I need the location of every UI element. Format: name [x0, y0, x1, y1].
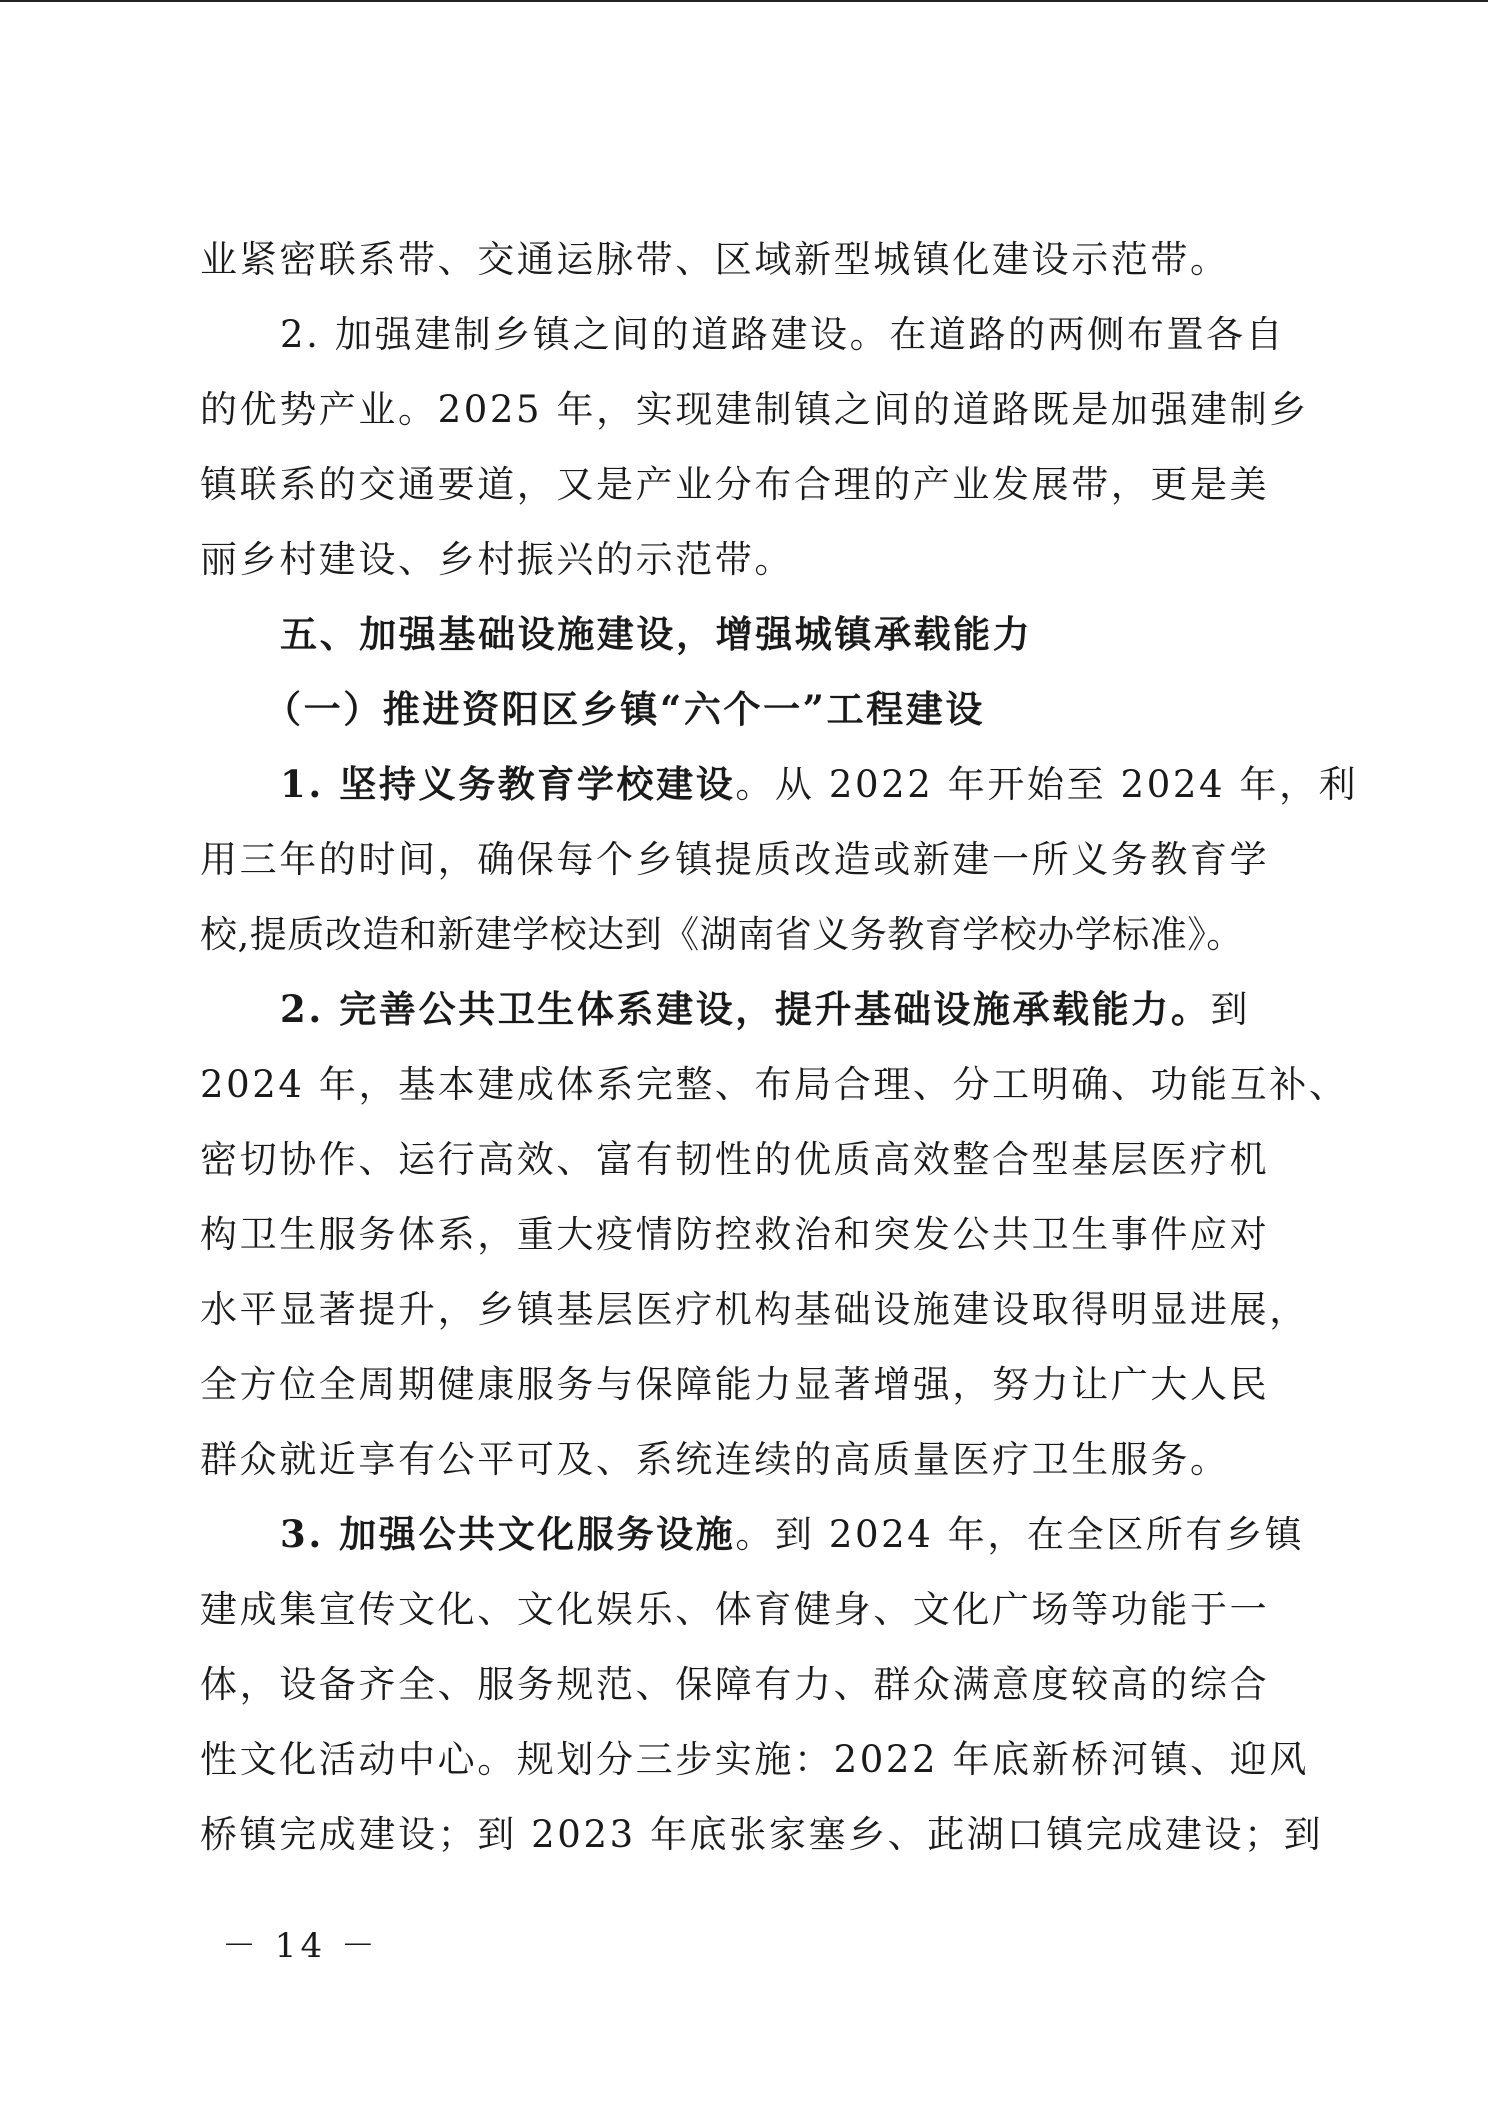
line-text: 桥镇完成建设；到 2023 年底张家塞乡、茈湖口镇完成建设；到: [200, 1813, 1324, 1856]
item-1-rest: 。从 2022 年开始至 2024 年，利: [735, 763, 1359, 806]
line-text: 全方位全周期健康服务与保障能力显著增强，努力让广大人民: [200, 1363, 1270, 1406]
section-heading: [200, 597, 1290, 672]
line-text: 水平显著提升，乡镇基层医疗机构基础设施建设取得明显进展，: [200, 1288, 1309, 1331]
line-text: 镇联系的交通要道，又是产业分布合理的产业发展带，更是美: [200, 463, 1270, 506]
line-text: 密切协作、运行高效、富有韧性的优质高效整合型基层医疗机: [200, 1138, 1270, 1181]
line-text: 校,提质改造和新建学校达到《湖南省义务教育学校办学标准》。: [200, 913, 1244, 956]
text-line: [200, 822, 1290, 897]
item-2-bold-title: 2. 完善公共卫生体系建设，提升基础设施承载能力。: [280, 987, 1211, 1031]
item-3-first-line: [200, 1497, 1305, 1572]
subsection-heading: [200, 672, 1290, 747]
item-3-bold-title: 3. 加强公共文化服务设施: [280, 1512, 736, 1556]
line-text: 丽乡村建设、乡村振兴的示范带。: [200, 538, 794, 581]
item-3-rest: 。到 2024 年，在全区所有乡镇: [735, 1513, 1305, 1556]
line-text: 群众就近享有公平可及、系统连续的高质量医疗卫生服务。: [200, 1438, 1230, 1481]
text-line: [200, 1347, 1290, 1422]
text-line: [200, 1047, 1349, 1122]
item-2-rest: 到: [1210, 988, 1251, 1031]
text-line: [200, 1722, 1309, 1797]
line-text: 2. 加强建制乡镇之间的道路建设。在道路的两侧布置各自: [280, 313, 1286, 356]
text-line: [200, 1422, 1290, 1497]
text-line: [200, 222, 1290, 297]
line-text: 2024 年，基本建成体系完整、布局合理、分工明确、功能互补、: [200, 1063, 1349, 1106]
text-line: [200, 447, 1290, 522]
line-text: 用三年的时间，确保每个乡镇提质改造或新建一所义务教育学: [200, 838, 1270, 881]
text-line: [200, 897, 1290, 972]
text-line: [200, 1122, 1290, 1197]
line-text: 建成集宣传文化、文化娱乐、体育健身、文化广场等功能于一: [200, 1588, 1270, 1631]
item-1-first-line: [200, 747, 1359, 822]
item-1-bold-title: 1. 坚持义务教育学校建设: [280, 762, 736, 806]
text-line: [200, 522, 1290, 597]
document-page: [200, 222, 1359, 1872]
text-line: [200, 1197, 1290, 1272]
page-number: － 14 －: [222, 1926, 379, 1966]
line-text: 构卫生服务体系，重大疫情防控救治和突发公共卫生事件应对: [200, 1213, 1270, 1256]
line-text: 性文化活动中心。规划分三步实施：2022 年底新桥河镇、迎风: [200, 1738, 1309, 1781]
subsection-heading-text: （一）推进资阳区乡镇“六个一”工程建设: [264, 687, 985, 731]
line-text: 的优势产业。2025 年，实现建制镇之间的道路既是加强建制乡: [200, 388, 1309, 431]
text-line: [200, 1647, 1290, 1722]
line-text: 业紧密联系带、交通运脉带、区域新型城镇化建设示范带。: [200, 238, 1230, 281]
text-line: [200, 372, 1309, 447]
text-line: [200, 1272, 1309, 1347]
section-heading-text: 五、加强基础设施建设，增强城镇承载能力: [280, 612, 1033, 656]
text-line: [200, 297, 1290, 372]
top-border-rule: [0, 0, 1488, 2]
item-2-first-line: [200, 972, 1290, 1047]
text-line: [200, 1572, 1290, 1647]
text-line: [200, 1797, 1324, 1872]
line-text: 体，设备齐全、服务规范、保障有力、群众满意度较高的综合: [200, 1663, 1270, 1706]
